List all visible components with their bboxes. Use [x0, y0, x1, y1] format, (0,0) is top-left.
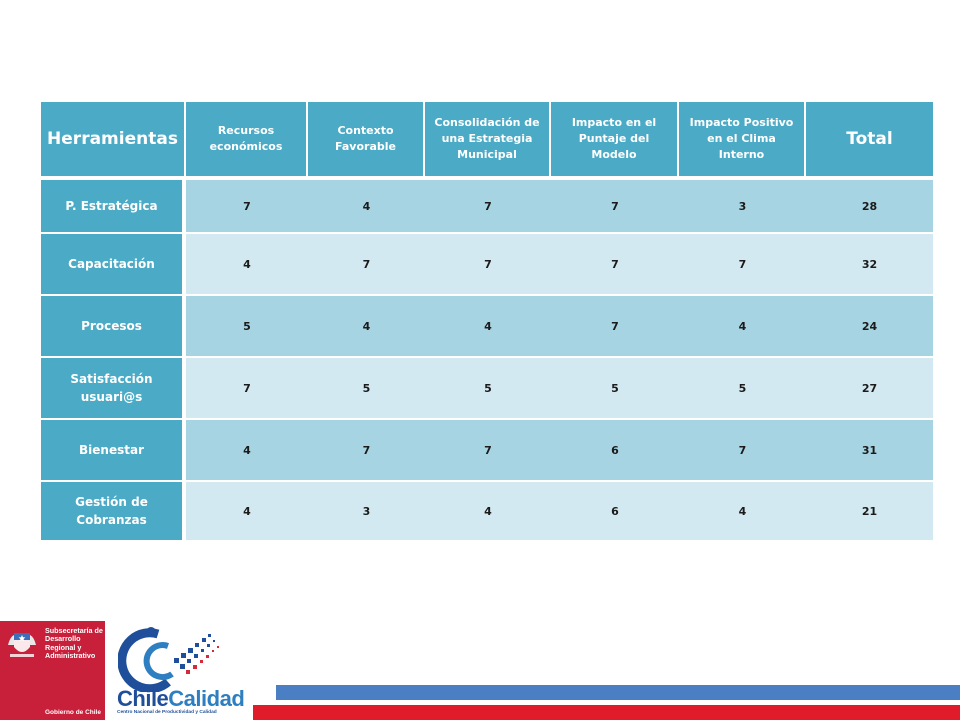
table-cell: 7	[425, 234, 551, 296]
table-row	[41, 180, 933, 234]
table-cell: 4	[308, 296, 425, 358]
table-cell: 4	[425, 296, 551, 358]
table-cell: 7	[551, 296, 679, 358]
header-impacto-puntaje: Impacto en el Puntaje del Modelo	[551, 102, 679, 176]
row-label: Procesos	[41, 296, 186, 358]
chilecalidad-logo-icon	[118, 622, 228, 692]
table-cell: 3	[679, 180, 806, 234]
table-cell: 7	[551, 234, 679, 296]
table-cell: 4	[679, 296, 806, 358]
chilecalidad-tagline: Centro Nacional de Productividad y Calidad	[117, 710, 217, 715]
table-cell: 7	[308, 234, 425, 296]
table-cell: 7	[186, 180, 308, 234]
header-consolidacion: Consolidación de una Estrategia Municipal	[425, 102, 551, 176]
table-cell: 3	[308, 482, 425, 542]
brand-part-calidad: Calidad	[168, 686, 245, 711]
table-cell: 5	[186, 296, 308, 358]
table-row	[41, 234, 933, 296]
row-label: Bienestar	[41, 420, 186, 482]
subdere-logo	[0, 621, 105, 720]
table-cell: 7	[679, 234, 806, 296]
table-cell: 7	[186, 358, 308, 420]
table-row	[41, 296, 933, 358]
table-cell: 5	[425, 358, 551, 420]
table-cell-total: 21	[806, 482, 933, 542]
header-impacto-clima: Impacto Positivo en el Clima Interno	[679, 102, 806, 176]
table-row	[41, 420, 933, 482]
subdere-name: Subsecretaría de Desarrollo Regional y Administrativo	[45, 626, 103, 661]
table-cell-total: 28	[806, 180, 933, 234]
table-cell: 4	[425, 482, 551, 542]
header-total: Total	[806, 102, 933, 176]
table-cell: 7	[551, 180, 679, 234]
header-herramientas: Herramientas	[41, 102, 186, 176]
header-contexto: Contexto Favorable	[308, 102, 425, 176]
table-cell: 6	[551, 420, 679, 482]
table-cell: 5	[551, 358, 679, 420]
row-label: Satisfacción usuari@s	[41, 358, 186, 420]
gobierno-footer: Gobierno de Chile	[45, 709, 101, 716]
tools-table	[41, 102, 933, 542]
chilecalidad-wordmark	[117, 686, 244, 712]
table-cell: 4	[679, 482, 806, 542]
table-header-row	[41, 102, 933, 176]
table-cell-total: 24	[806, 296, 933, 358]
table-cell: 4	[186, 420, 308, 482]
table-cell: 4	[186, 482, 308, 542]
table-cell-total: 27	[806, 358, 933, 420]
chile-coat-of-arms-icon	[4, 627, 40, 661]
table-cell: 6	[551, 482, 679, 542]
table-cell-total: 32	[806, 234, 933, 296]
table-cell: 4	[308, 180, 425, 234]
row-label: Gestión de Cobranzas	[41, 482, 186, 542]
header-recursos: Recursos económicos	[186, 102, 308, 176]
table-cell: 7	[425, 180, 551, 234]
table-cell: 5	[679, 358, 806, 420]
table-row	[41, 482, 933, 542]
row-label: P. Estratégica	[41, 180, 186, 234]
brand-part-chile: Chile	[117, 686, 169, 711]
table-cell-total: 31	[806, 420, 933, 482]
table-cell: 7	[308, 420, 425, 482]
table-cell: 7	[425, 420, 551, 482]
table-cell: 4	[186, 234, 308, 296]
row-label: Capacitación	[41, 234, 186, 296]
footer-bar-blue	[276, 685, 960, 700]
table-row	[41, 358, 933, 420]
table-cell: 7	[679, 420, 806, 482]
table-cell: 5	[308, 358, 425, 420]
footer-bar-red	[253, 705, 960, 720]
